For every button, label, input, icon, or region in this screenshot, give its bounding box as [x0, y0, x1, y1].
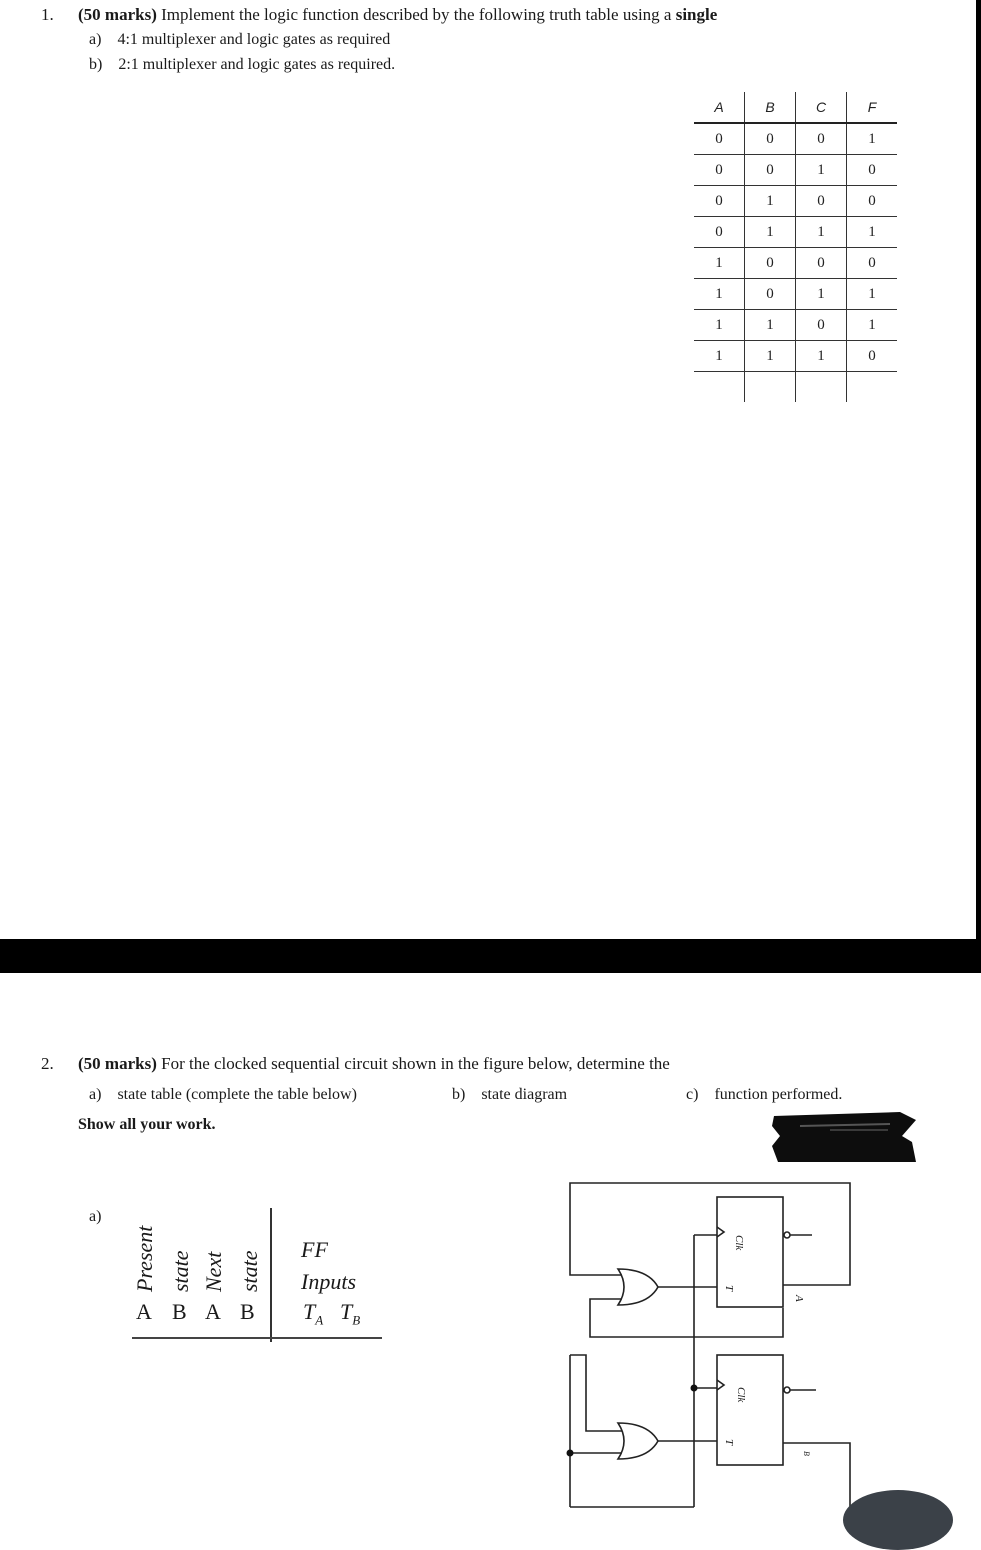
truth-table-cell: 0 [847, 248, 898, 279]
input-tb: $T_B$ [340, 1299, 361, 1328]
q1-text: Implement the logic function described by the following truth table using a [161, 5, 672, 24]
truth-table-cell: 1 [796, 217, 847, 248]
truth-table-row [694, 310, 897, 341]
circuit-diagram [560, 1175, 860, 1510]
state-table-label: a) [89, 1208, 102, 1225]
truth-table-cell: 0 [796, 310, 847, 341]
truth-table-row [694, 217, 897, 248]
truth-table-cell: 1 [694, 341, 745, 372]
truth-table-cell: 0 [847, 186, 898, 217]
next-label: Next [201, 1251, 226, 1292]
truth-table-cell: 0 [694, 155, 745, 186]
truth-table-cell: 1 [745, 217, 796, 248]
q2-part-a-letter: a) [89, 1086, 102, 1103]
or-gate-b [618, 1423, 658, 1459]
var-present-b: B [172, 1299, 187, 1324]
q1-part-b-text: 2:1 multiplexer and logic gates as required. [118, 56, 396, 73]
q1-part-b [89, 55, 395, 75]
page-divider [0, 939, 981, 973]
truth-table-cell: 1 [796, 155, 847, 186]
redaction-mark [770, 1106, 918, 1164]
truth-table-row [694, 248, 897, 279]
q1-part-a [89, 30, 390, 50]
q2-part-c-text: function performed. [714, 1086, 843, 1103]
corner-overlay [843, 1490, 953, 1550]
truth-table-cell: 0 [796, 123, 847, 155]
q1-statement [78, 5, 717, 25]
var-next-b: B [240, 1299, 255, 1324]
truth-table-empty-cell [745, 372, 796, 403]
q2-part-c [686, 1085, 842, 1105]
q2-text: For the clocked sequential circuit shown in the figure below, determine the [161, 1054, 670, 1073]
truth-table-cell: 1 [847, 279, 898, 310]
truth-table-cell: 1 [694, 310, 745, 341]
truth-table-row [694, 155, 897, 186]
truth-table-cell: 0 [745, 248, 796, 279]
q2-show-work: Show all your work. [78, 1116, 216, 1133]
truth-table-cell: 1 [694, 248, 745, 279]
truth-table-row [694, 123, 897, 155]
var-present-a: A [136, 1299, 152, 1324]
truth-table-empty-cell [796, 372, 847, 403]
truth-table-empty-row [694, 372, 897, 403]
clk-label-b: Clk [735, 1387, 747, 1403]
q2-part-a-text: state table (complete the table below) [117, 1086, 357, 1103]
truth-table-cell: 1 [745, 310, 796, 341]
truth-table-cell: 0 [694, 123, 745, 155]
t-label-b: T [723, 1439, 735, 1446]
q2-part-a [89, 1085, 357, 1105]
truth-table-empty-cell [847, 372, 898, 403]
q1-number: 1. [41, 5, 54, 24]
header-b: B [745, 92, 796, 123]
q2-part-b-text: state diagram [481, 1086, 568, 1103]
input-ta: $T_A$ [303, 1299, 324, 1328]
state2-label: state [237, 1250, 262, 1292]
truth-table-cell: 1 [745, 341, 796, 372]
header-a: A [694, 92, 745, 123]
state-label: state [168, 1250, 193, 1292]
truth-table-cell: 0 [694, 186, 745, 217]
scan-edge [976, 0, 981, 940]
output-b-label: B [802, 1451, 811, 1456]
header-f: F [847, 92, 898, 123]
var-next-a: A [205, 1299, 221, 1324]
truth-table-cell: 1 [694, 279, 745, 310]
truth-table-cell: 0 [694, 217, 745, 248]
present-label: Present [132, 1225, 157, 1292]
truth-table-cell: 1 [847, 310, 898, 341]
q2-part-b-letter: b) [452, 1086, 466, 1103]
truth-table-cell: 1 [745, 186, 796, 217]
truth-table-row [694, 341, 897, 372]
state-table-vline [270, 1208, 272, 1342]
q2-part-b [452, 1085, 567, 1105]
q1-marks: (50 marks) [78, 5, 157, 24]
flip-flop-b [717, 1355, 783, 1465]
truth-table-cell: 0 [745, 279, 796, 310]
header-c: C [796, 92, 847, 123]
truth-table-header [694, 92, 897, 123]
truth-table-cell: 1 [796, 279, 847, 310]
truth-table [694, 92, 897, 402]
q2-statement [78, 1054, 670, 1074]
clk-label-a: Clk [733, 1235, 745, 1251]
truth-table-cell: 0 [745, 123, 796, 155]
truth-table-cell: 0 [796, 186, 847, 217]
q2-number: 2. [41, 1054, 54, 1073]
truth-table-cell: 1 [847, 217, 898, 248]
q2-part-c-letter: c) [686, 1086, 699, 1103]
truth-table-row [694, 279, 897, 310]
or-gate-a [618, 1269, 658, 1305]
truth-table-cell: 0 [745, 155, 796, 186]
q1-emphasis: single [675, 5, 718, 24]
q1-part-a-text: 4:1 multiplexer and logic gates as required [117, 31, 391, 48]
truth-table-cell: 1 [796, 341, 847, 372]
q1-part-a-letter: a) [89, 31, 102, 48]
inputs-label: Inputs [301, 1269, 356, 1294]
truth-table-cell: 0 [847, 155, 898, 186]
t-label-a: T [723, 1285, 735, 1292]
truth-table-cell: 0 [796, 248, 847, 279]
output-a-label: A [793, 1295, 805, 1302]
truth-table-empty-cell [694, 372, 745, 403]
truth-table-cell: 1 [847, 123, 898, 155]
truth-table-cell: 0 [847, 341, 898, 372]
state-table-hline [132, 1337, 382, 1339]
q2-marks: (50 marks) [78, 1054, 157, 1073]
ff-label: FF [301, 1237, 328, 1262]
q1-part-b-letter: b) [89, 56, 103, 73]
truth-table-row [694, 186, 897, 217]
